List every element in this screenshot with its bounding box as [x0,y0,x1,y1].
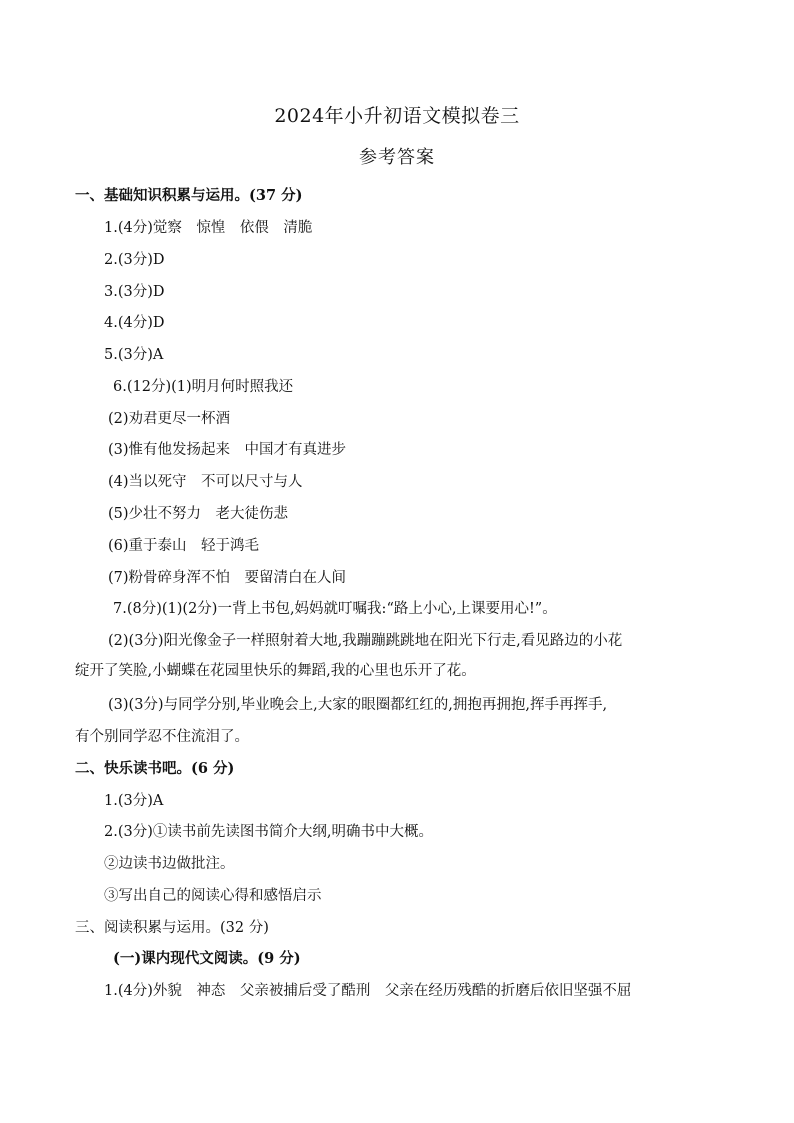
answer-line: 1.(4分)觉察 惊惶 依偎 清脆 [104,220,313,236]
section-3-heading: 三、阅读积累与运用。(32 分) [75,920,269,936]
answer-line: 2.(3分)①读书前先读图书简介大纲,明确书中大概。 [104,824,433,840]
answer-line: ③写出自己的阅读心得和感悟启示 [104,888,322,904]
answer-line: 1.(4分)外貌 神态 父亲被捕后受了酷刑 父亲在经历残酷的折磨后依旧坚强不屈 [104,983,632,999]
answer-line: ②边读书边做批注。 [104,856,235,872]
answer-line: 2.(3分)D [104,252,165,268]
section-1-heading: 一、基础知识积累与运用。(37 分) [75,187,303,204]
page-title: 2024年小升初语文模拟卷三 [274,105,520,127]
answer-line: 1.(3分)A [104,793,164,809]
answer-line: (4)当以死守 不可以尺寸与人 [108,474,303,490]
answer-line: 4.(4分)D [104,315,165,331]
page-subtitle: 参考答案 [359,147,435,168]
answer-line: (2)(3分)阳光像金子一样照射着大地,我蹦蹦跳跳地在阳光下行走,看见路边的小花 [108,633,623,649]
answer-line: 绽开了笑脸,小蝴蝶在花园里快乐的舞蹈,我的心里也乐开了花。 [75,663,476,679]
answer-line: 5.(3分)A [104,347,164,363]
answer-line: (2)劝君更尽一杯酒 [108,411,231,427]
answer-line: 有个别同学忍不住流泪了。 [75,729,249,745]
answer-line: 6.(12分)(1)明月何时照我还 [113,379,294,395]
section-3-subheading: (一)课内现代文阅读。(9 分) [113,950,301,967]
answer-line: (6)重于泰山 轻于鸿毛 [108,538,260,554]
answer-line: (5)少壮不努力 老大徒伤悲 [108,506,289,522]
answer-line: (7)粉骨碎身浑不怕 要留清白在人间 [108,570,347,586]
answer-line: (3)(3分)与同学分别,毕业晚会上,大家的眼圈都红红的,拥抱再拥抱,挥手再挥手, [108,697,608,713]
section-2-heading: 二、快乐读书吧。(6 分) [75,760,235,777]
answer-line: 7.(8分)(1)(2分)一背上书包,妈妈就叮嘱我:“路上小心,上课要用心!”。 [113,601,557,617]
answer-line: 3.(3分)D [104,284,165,300]
answer-line: (3)惟有他发扬起来 中国才有真进步 [108,442,347,458]
